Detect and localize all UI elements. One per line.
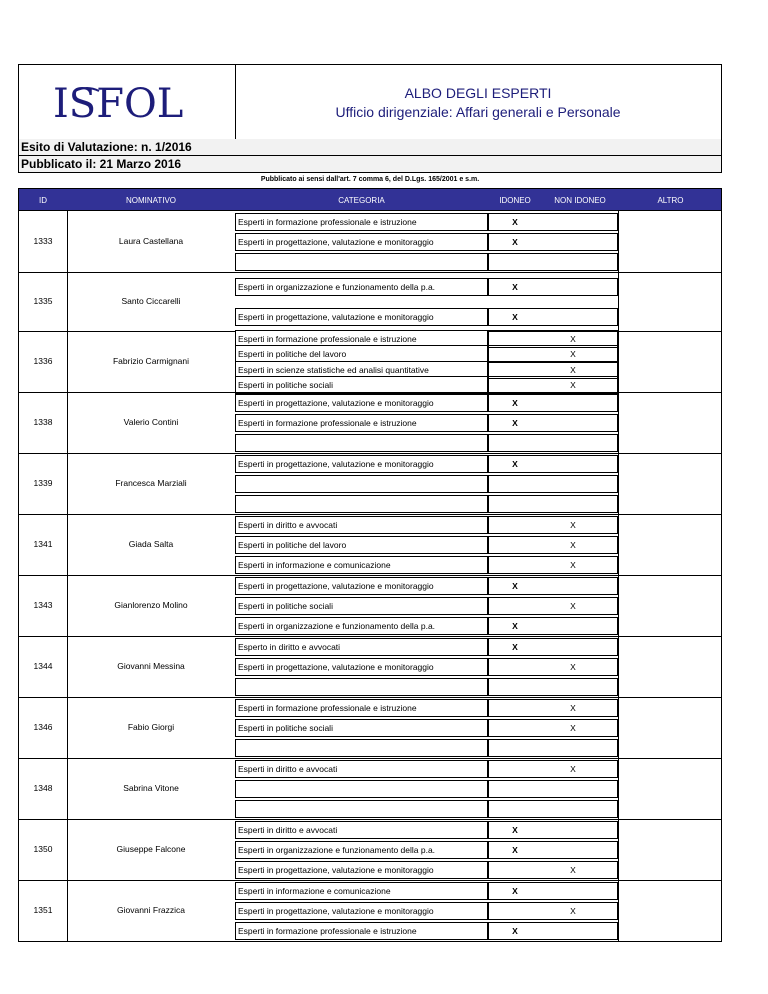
category-cell: Esperti in informazione e comunicazione <box>235 882 488 900</box>
non-idoneo-mark: X <box>570 702 576 713</box>
category-cell: Esperti in progettazione, valutazione e monitoraggio <box>235 861 488 879</box>
category-cell: Esperti in formazione professionale e istruzione <box>235 414 488 432</box>
col-non-idoneo: NON IDONEO <box>554 196 606 205</box>
record-id: 1348 <box>33 782 53 793</box>
legal-note: Pubblicato ai sensi dall'art. 7 comma 6, del D.Lgs. 165/2001 e s.m. <box>260 176 480 183</box>
record-id: 1336 <box>33 355 53 366</box>
non-idoneo-mark: X <box>570 519 576 530</box>
mark-box <box>488 495 618 513</box>
mark-box <box>488 760 618 778</box>
col-id: ID <box>39 196 47 205</box>
non-idoneo-mark: X <box>570 723 576 733</box>
record-id: 1341 <box>33 538 53 549</box>
mark-box <box>488 739 618 757</box>
mark-box <box>488 475 618 493</box>
record-id: 1344 <box>33 660 53 671</box>
idoneo-mark: X <box>512 397 518 408</box>
category-cell: Esperti in progettazione, valutazione e monitoraggio <box>235 902 488 920</box>
record-id: 1339 <box>33 477 53 488</box>
category-cell: Esperti in politiche sociali <box>235 719 488 737</box>
mark-box <box>488 536 618 554</box>
mark-box <box>488 516 618 534</box>
mark-box <box>488 597 618 615</box>
pubblicato-line: Pubblicato il: 21 Marzo 2016 <box>18 156 722 173</box>
idoneo-mark: X <box>512 216 518 227</box>
category-cell: Esperti in organizzazione e funzionamento della p.a. <box>235 617 488 635</box>
idoneo-mark: X <box>512 458 518 469</box>
mark-box <box>488 780 618 798</box>
record-id: 1333 <box>33 235 53 246</box>
idoneo-mark: X <box>512 237 518 247</box>
category-cell: Esperti in diritto e avvocati <box>235 760 488 778</box>
category-cell: Esperti in progettazione, valutazione e monitoraggio <box>235 394 488 412</box>
record-name: Laura Castellana <box>118 235 184 246</box>
idoneo-mark: X <box>512 580 518 591</box>
non-idoneo-mark: X <box>570 906 576 916</box>
non-idoneo-mark: X <box>570 865 576 876</box>
non-idoneo-mark: X <box>570 540 576 550</box>
category-cell <box>235 434 488 452</box>
record-name: Santo Ciccarelli <box>121 295 181 306</box>
category-cell <box>235 253 488 271</box>
mark-box <box>488 556 618 574</box>
record-id: 1350 <box>33 843 53 854</box>
column-divider <box>618 211 619 941</box>
record-name: Giuseppe Falcone <box>116 843 186 854</box>
record-id: 1351 <box>33 904 53 915</box>
record-name: Giovanni Frazzica <box>116 904 186 915</box>
category-cell: Esperti in politiche del lavoro <box>235 536 488 554</box>
esito-line: Esito di Valutazione: n. 1/2016 <box>18 139 722 156</box>
idoneo-mark: X <box>512 845 518 855</box>
isfol-logo <box>53 79 203 125</box>
category-cell: Esperti in organizzazione e funzionamento della p.a. <box>235 841 488 859</box>
category-cell: Esperti in formazione professionale e istruzione <box>235 699 488 717</box>
category-cell <box>235 780 488 798</box>
record-id: 1335 <box>33 295 53 306</box>
category-cell: Esperti in progettazione, valutazione e monitoraggio <box>235 308 488 326</box>
category-cell: Esperti in progettazione, valutazione e monitoraggio <box>235 577 488 595</box>
category-cell: Esperti in diritto e avvocati <box>235 821 488 839</box>
record-name: Sabrina Vitone <box>123 782 179 793</box>
category-cell: Esperti in organizzazione e funzionamento della p.a. <box>235 278 488 296</box>
col-nominativo: NOMINATIVO <box>125 196 177 205</box>
table-body <box>18 211 722 942</box>
record-name: Valerio Contini <box>123 416 179 427</box>
non-idoneo-mark: X <box>570 560 576 571</box>
idoneo-mark: X <box>512 824 518 835</box>
document-header <box>18 64 722 140</box>
column-divider <box>67 211 68 941</box>
idoneo-mark: X <box>512 641 518 652</box>
mark-box <box>488 719 618 737</box>
mark-box <box>488 800 618 818</box>
category-cell: Esperti in formazione professionale e istruzione <box>235 213 488 231</box>
mark-box <box>488 658 618 676</box>
col-categoria: CATEGORIA <box>338 196 385 205</box>
page-title: ALBO DEGLI ESPERTI <box>404 85 552 101</box>
record-id: 1338 <box>33 416 53 427</box>
record-id: 1343 <box>33 599 53 610</box>
non-idoneo-mark: X <box>570 601 576 611</box>
title-block <box>235 65 721 139</box>
category-cell <box>235 800 488 818</box>
category-cell: Esperto in diritto e avvocati <box>235 638 488 656</box>
mark-box <box>488 902 618 920</box>
mark-box <box>488 861 618 879</box>
category-cell: Esperti in diritto e avvocati <box>235 516 488 534</box>
category-cell <box>235 475 488 493</box>
record-id: 1346 <box>33 721 53 732</box>
non-idoneo-mark: X <box>570 379 576 390</box>
idoneo-mark: X <box>512 311 518 322</box>
idoneo-mark: X <box>512 926 518 937</box>
page-subtitle: Ufficio dirigenziale: Affari generali e Personale <box>335 104 621 120</box>
record-name: Gianlorenzo Molino <box>114 599 188 610</box>
non-idoneo-mark: X <box>570 364 576 375</box>
category-cell: Esperti in progettazione, valutazione e monitoraggio <box>235 658 488 676</box>
record-name: Giovanni Messina <box>117 660 185 671</box>
table-header <box>18 188 722 211</box>
col-altro: ALTRO <box>657 196 684 205</box>
mark-box <box>488 678 618 696</box>
category-cell: Esperti in formazione professionale e istruzione <box>235 330 488 348</box>
category-cell: Esperti in politiche del lavoro <box>235 345 488 363</box>
non-idoneo-mark: X <box>570 662 576 672</box>
mark-box <box>488 434 618 452</box>
category-cell: Esperti in formazione professionale e istruzione <box>235 922 488 940</box>
category-cell: Esperti in progettazione, valutazione e monitoraggio <box>235 455 488 473</box>
record-divider <box>19 272 722 273</box>
non-idoneo-mark: X <box>570 334 576 345</box>
record-name: Francesca Marziali <box>115 477 187 488</box>
mark-box <box>488 253 618 271</box>
idoneo-mark: X <box>512 282 518 293</box>
category-cell <box>235 495 488 513</box>
idoneo-mark: X <box>512 621 518 632</box>
idoneo-mark: X <box>512 418 518 428</box>
record-name: Giada Salta <box>128 538 174 549</box>
document-sheet <box>18 64 722 942</box>
category-cell <box>235 678 488 696</box>
non-idoneo-mark: X <box>570 349 576 360</box>
mark-box <box>488 699 618 717</box>
record-name: Fabrizio Carmignani <box>112 355 190 366</box>
record-name: Fabio Giorgi <box>127 721 175 732</box>
col-idoneo: IDONEO <box>499 196 531 205</box>
category-cell: Esperti in politiche sociali <box>235 597 488 615</box>
logo-text: ISFOL <box>53 81 184 125</box>
category-cell: Esperti in scienze statistiche ed analisi quantitative <box>235 361 488 379</box>
category-cell <box>235 739 488 757</box>
category-cell: Esperti in informazione e comunicazione <box>235 556 488 574</box>
category-cell: Esperti in progettazione, valutazione e monitoraggio <box>235 233 488 251</box>
category-cell: Esperti in politiche sociali <box>235 376 488 394</box>
non-idoneo-mark: X <box>570 763 576 774</box>
idoneo-mark: X <box>512 885 518 896</box>
logo-cell <box>19 65 236 139</box>
